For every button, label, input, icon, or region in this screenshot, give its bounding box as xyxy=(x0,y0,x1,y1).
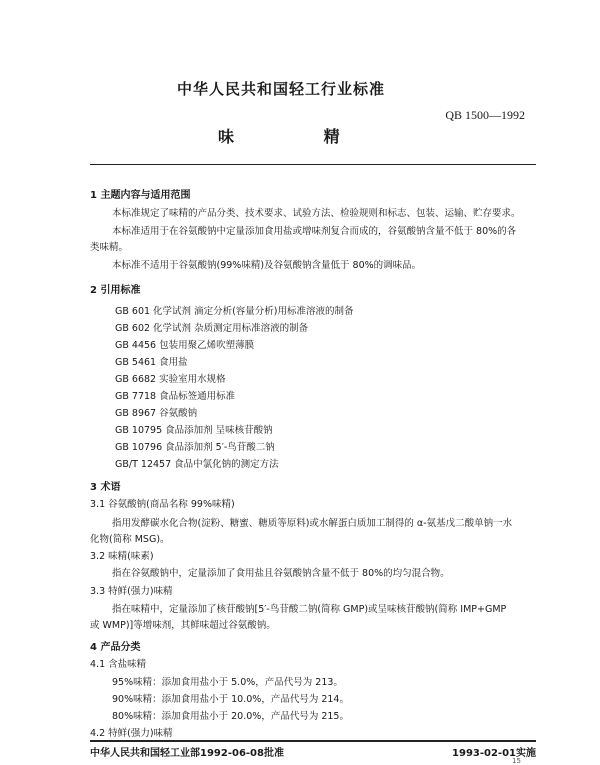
section-2-heading: 2 引用标准 xyxy=(90,285,141,296)
section-1-paragraph-2: 本标准适用于在谷氨酸钠中定量添加食用盐或增味剂复合而成的，谷氨酸钠含量不低于 80%的各 xyxy=(112,226,517,237)
term-3-2-heading: 3.2 味精(味素) xyxy=(90,551,154,562)
reference-item: GB 10796 食品添加剂 5′-鸟苷酸二钠 xyxy=(115,442,275,453)
approval-note: 中华人民共和国轻工业部1992-06-08批准 xyxy=(90,748,284,759)
reference-item: GB 5461 食用盐 xyxy=(115,357,188,368)
reference-item: GB 602 化学试剂 杂质测定用标准溶液的制备 xyxy=(115,323,309,334)
term-3-3-text-cont: 或 WMP)]等增味剂，其鲜味超过谷氨酸钠。 xyxy=(90,620,276,631)
section-1-paragraph-2-cont: 类味精。 xyxy=(90,242,129,253)
section-1-paragraph-1: 本标准规定了味精的产品分类、技术要求、试验方法、检验规则和标志、包装、运输、贮存要求。 xyxy=(112,208,521,219)
section-4-heading: 4 产品分类 xyxy=(90,642,141,653)
product-class-item: 95%味精：添加食用盐小于 5.0%，产品代号为 213。 xyxy=(112,677,343,688)
section-3-heading: 3 术语 xyxy=(90,482,121,493)
reference-item: GB 6682 实验室用水规格 xyxy=(115,374,226,385)
clause-4-2-heading: 4.2 特鲜(强力)味精 xyxy=(90,728,173,739)
standard-category-title: 中华人民共和国轻工行业标准 xyxy=(177,80,386,98)
reference-item: GB/T 12457 食品中氯化钠的测定方法 xyxy=(115,459,279,470)
implementation-date: 1993-02-01实施 xyxy=(452,748,536,759)
term-3-3-heading: 3.3 特鲜(强力)味精 xyxy=(90,586,173,597)
term-3-2-text: 指在谷氨酸钠中，定量添加了食用盐且谷氨酸钠含量不低于 80%的均匀混合物。 xyxy=(112,568,450,579)
page-number: 15 xyxy=(512,757,521,765)
clause-4-1-heading: 4.1 含盐味精 xyxy=(90,659,147,670)
term-3-1-text-cont: 化物(简称 MSG)。 xyxy=(90,534,170,545)
footer-divider xyxy=(90,740,536,742)
product-class-item: 80%味精：添加食用盐小于 20.0%，产品代号为 215。 xyxy=(112,711,349,722)
term-3-3-text: 指在味精中，定量添加了核苷酸钠[5′-鸟苷酸二钠(简称 GMP)或呈味核苷酸钠(简称 IMP+GMP xyxy=(112,604,507,615)
reference-item: GB 7718 食品标签通用标准 xyxy=(115,391,236,402)
header-divider xyxy=(90,164,536,165)
reference-item: GB 8967 谷氨酸钠 xyxy=(115,408,198,419)
reference-item: GB 4456 包装用聚乙烯吹塑薄膜 xyxy=(115,340,255,351)
term-3-1-heading: 3.1 谷氨酸钠(商品名称 99%味精) xyxy=(90,499,235,510)
product-class-item: 90%味精：添加食用盐小于 10.0%，产品代号为 214。 xyxy=(112,694,349,705)
standard-code: QB 1500—1992 xyxy=(445,108,525,122)
term-3-1-text: 指用发酵碳水化合物(淀粉、糖蜜、糖质等原料)或水解蛋白质加工制得的 α-氨基戊二酸单钠一水 xyxy=(112,518,513,529)
section-1-paragraph-3: 本标准不适用于谷氨酸钠(99%味精)及谷氨酸钠含量低于 80%的调味品。 xyxy=(112,260,422,271)
section-1-heading: 1 主题内容与适用范围 xyxy=(90,190,191,201)
document-title: 味 精 xyxy=(218,127,382,146)
reference-item: GB 601 化学试剂 滴定分析(容量分析)用标准溶液的制备 xyxy=(115,306,354,317)
reference-item: GB 10795 食品添加剂 呈味核苷酸钠 xyxy=(115,425,273,436)
